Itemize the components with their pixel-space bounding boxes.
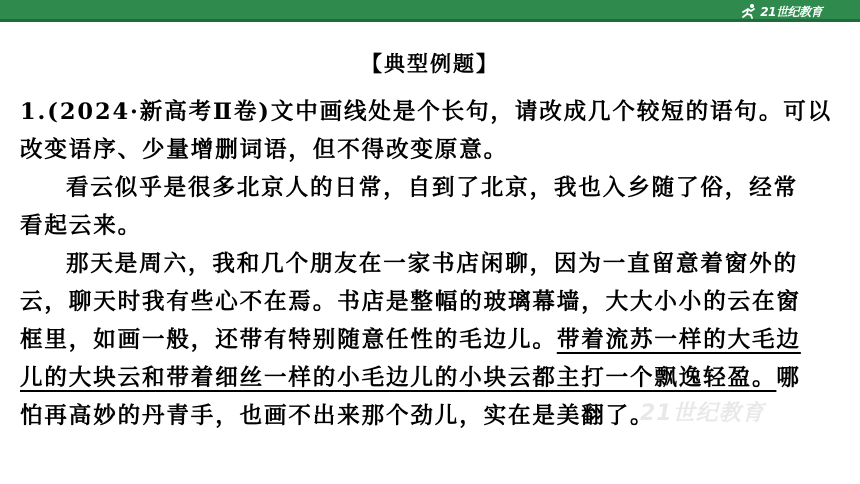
passage-p2-line-1: 那天是周六，我和几个朋友在一家书店闲聊，因为一直留意着窗外的 — [66, 251, 799, 277]
question-number: 1.(2024·新高考Ⅱ卷) — [20, 99, 271, 125]
passage-p2-line-2: 云，聊天时我有些心不在焉。书店是整幅的玻璃幕墙，大大小小的云在窗 — [20, 289, 801, 315]
question-text-1: 文中画线处是个长句，请改成几个较短的语句。可以 — [270, 99, 833, 125]
passage-text-plain-4: 哪 — [776, 365, 801, 391]
top-banner — [0, 0, 860, 22]
underlined-long-sentence-part-2: 儿的大块云和带着细丝一样的小毛边儿的小块云都主打一个飘逸轻盈。 — [20, 365, 777, 391]
passage-p1-line-2: 看起云来。 — [20, 213, 143, 239]
question-line-2: 改变语序、少量增删词语，但不得改变原意。 — [20, 137, 509, 163]
question-line-1 — [20, 93, 840, 131]
passage-p2-line-3 — [20, 321, 840, 359]
passage-p1-line-1: 看云似乎是很多北京人的日常，自到了北京，我也入乡随了俗，经常 — [66, 175, 799, 201]
running-person-icon — [740, 3, 758, 19]
section-heading: 【典型例题】 — [361, 52, 499, 76]
banner-stripe — [0, 19, 860, 22]
brand-logo — [740, 2, 822, 20]
logo-text: 21世纪教育 — [760, 4, 822, 19]
passage-p2-line-4 — [20, 359, 840, 397]
watermark: 21世纪教育 — [640, 401, 765, 426]
underlined-long-sentence-part-1: 带着流苏一样的大毛边 — [556, 327, 801, 353]
passage-text-plain-3: 框里，如画一般，还带有特别随意任性的毛边儿。 — [20, 327, 557, 353]
passage-p2-line-5: 怕再高妙的丹青手，也画不出来那个劲儿，实在是美翻了。 — [20, 403, 655, 429]
